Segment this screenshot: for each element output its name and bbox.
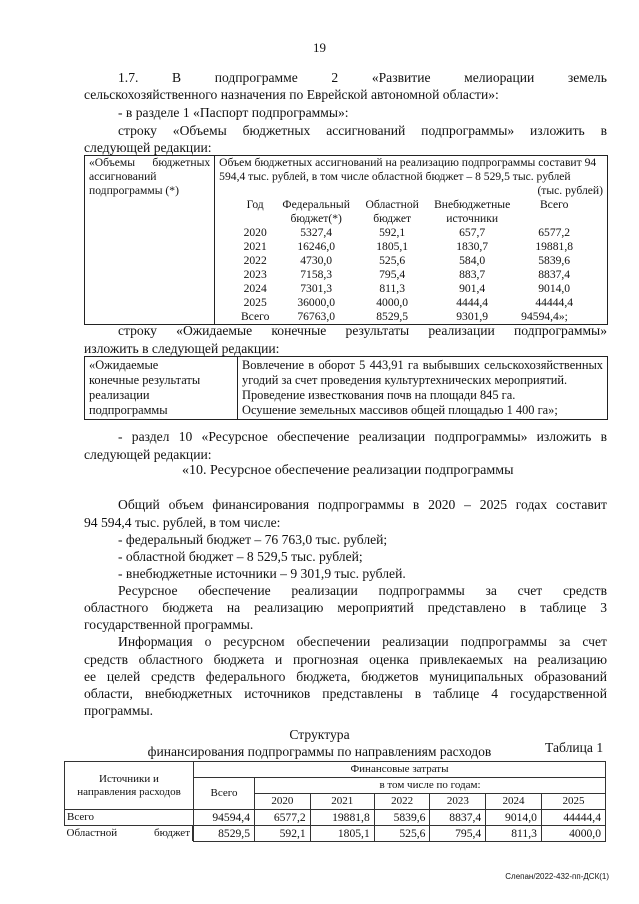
- label-line: «Объемы бюджетных: [89, 156, 211, 169]
- cell-regional: 525,6: [379, 254, 406, 267]
- header-federal: Федеральный бюджет(*): [282, 198, 350, 225]
- cell-regional: 1805,1: [376, 240, 409, 253]
- para3-line3: ее целей средств федерального бюджета, бюджетов муниципальных образований: [84, 669, 607, 684]
- para3-line5: программы.: [84, 703, 154, 718]
- cell-year: 2022: [243, 254, 267, 267]
- cell-year: 2024: [243, 282, 267, 295]
- cell-value: 8837,4: [430, 810, 486, 826]
- cell-year: 2021: [243, 240, 267, 253]
- cell-regional: 811,3: [379, 282, 405, 295]
- header-year: 2020: [255, 794, 311, 810]
- cell-extrabudget: 1830,7: [456, 240, 489, 253]
- cell-value: 811,3: [486, 826, 542, 842]
- budget-header-row: [235, 198, 591, 226]
- unit-label: (тыс. рублей): [537, 184, 603, 197]
- title-word: подпрограмме: [214, 70, 298, 85]
- cell-value: 4000,0: [541, 826, 605, 842]
- table1-label: Таблица 1: [545, 740, 604, 755]
- para3-line4: области, внебюджетных источников представлены в таблице 4 государственной: [84, 686, 607, 701]
- bullet-federal: - федеральный бюджет – 76 763,0 тыс. рублей;: [118, 532, 388, 547]
- expected-results-table: [84, 356, 608, 420]
- cell-value: 5839,6: [374, 810, 430, 826]
- cell-regional: 795,4: [379, 268, 406, 281]
- cell-year: 2020: [243, 226, 267, 239]
- header-financial-costs: Финансовые затраты: [194, 762, 606, 778]
- cell-federal: 36000,0: [297, 296, 336, 309]
- cell-total: 5839,6: [538, 254, 571, 267]
- cell-federal: 5327,4: [300, 226, 333, 239]
- cell-value: 44444,4: [541, 810, 605, 826]
- para2-line1: Ресурсное обеспечение реализации подпрограммы за счет средств: [118, 583, 607, 598]
- title-word: 2: [331, 70, 339, 85]
- bullet-extrabudget: - внебюджетные источники – 9 301,9 тыс. рублей.: [118, 566, 406, 581]
- cell-value: 795,4: [430, 826, 486, 842]
- footer-code: Слепан/2022-432-пп-ДСК(1): [505, 872, 609, 881]
- cell-extrabudget: 657,7: [459, 226, 486, 239]
- cell-year: Всего: [240, 310, 270, 323]
- cell-value: 525,6: [374, 826, 430, 842]
- results-value-cell: [238, 357, 608, 420]
- header-total: Всего: [194, 778, 255, 810]
- row2-intro-line2: изложить в следующей редакции:: [84, 341, 280, 356]
- row1-intro-line1: строку «Объемы бюджетных ассигнований подпрограммы» изложить в: [118, 123, 607, 138]
- table-row: [65, 810, 606, 826]
- title-word: «Развитие: [371, 70, 431, 85]
- cell-total: 9014,0: [538, 282, 571, 295]
- result-line: угодий за счет проведения культуртехнических мероприятий.: [242, 373, 568, 387]
- header-extrabudget: Внебюджетные источники: [434, 198, 511, 225]
- label-line: реализации: [89, 388, 150, 402]
- header-total: Всего: [539, 198, 569, 211]
- header-sources: Источники и направления расходов: [65, 762, 194, 810]
- row1-intro-line2: следующей редакции:: [84, 140, 212, 155]
- header-regional: Областной бюджет: [365, 198, 419, 225]
- item-section10-line1: - раздел 10 «Ресурсное обеспечение реализации подпрограммы» изложить в: [118, 429, 607, 444]
- label-line: ассигнований: [89, 170, 157, 183]
- cell-total: 8837,4: [538, 268, 571, 281]
- header-year: 2021: [310, 794, 374, 810]
- cell-total: 6577,2: [538, 226, 571, 239]
- result-line: Осушение земельных массивов общей площадью 1 400 га»;: [242, 403, 558, 417]
- budget-row: [235, 226, 591, 240]
- summary-line: 594,4 тыс. рублей, в том числе областной бюджет – 8 529,5 тыс. рублей: [219, 170, 571, 183]
- para3-line1: Информация о ресурсном обеспечении реализации подпрограммы за счет: [118, 634, 607, 649]
- row-label: Областной бюджет: [65, 826, 194, 841]
- cell-value: 1805,1: [310, 826, 374, 842]
- cell-federal: 7301,3: [300, 282, 333, 295]
- structure-title: Структура: [289, 727, 350, 742]
- label-line: подпрограммы: [89, 403, 168, 417]
- header-year: 2025: [541, 794, 605, 810]
- title-word: мелиорации: [464, 70, 535, 85]
- budget-by-year-table: [235, 198, 591, 324]
- page-number: 19: [313, 40, 326, 55]
- cell-value: 19881,8: [310, 810, 374, 826]
- title-word: В: [172, 70, 182, 85]
- cell-extrabudget: 901,4: [459, 282, 486, 295]
- cell-value: 592,1: [255, 826, 311, 842]
- para1-line2: 94 594,4 тыс. рублей, в том числе:: [84, 515, 281, 530]
- row-label: Всего: [65, 810, 194, 826]
- result-line: Вовлечение в оборот 5 443,91 га выбывших сельскохозяйственных: [242, 358, 603, 372]
- cell-total: 94594,4»;: [521, 310, 568, 323]
- cell-extrabudget: 9301,9: [456, 310, 489, 323]
- cell-federal: 7158,3: [300, 268, 333, 281]
- cell-extrabudget: 584,0: [459, 254, 486, 267]
- cell-value: 6577,2: [255, 810, 311, 826]
- label-line: «Ожидаемые: [89, 358, 159, 372]
- cell-regional: 4000,0: [376, 296, 409, 309]
- section-number: 1.7.: [118, 70, 139, 85]
- cell-federal: 16246,0: [297, 240, 336, 253]
- header-year: 2024: [486, 794, 542, 810]
- results-label-cell: [85, 357, 238, 420]
- result-line: Проведение известкования почв на площади 845 га.: [242, 388, 516, 402]
- budget-row: [235, 282, 591, 296]
- cell-federal: 4730,0: [300, 254, 333, 267]
- passport-budget-table: [84, 155, 608, 325]
- para2-line2: областного бюджета на реализацию мероприятий представлено в таблице 3: [84, 600, 607, 615]
- passport-value-cell: [215, 156, 608, 325]
- header-year: Год: [246, 198, 264, 211]
- cell-year: 2025: [243, 296, 267, 309]
- cell-value: 9014,0: [486, 810, 542, 826]
- budget-row: [235, 296, 591, 310]
- cell-value: 8529,5: [194, 826, 255, 842]
- title-word: земель: [567, 70, 607, 85]
- header-year: 2022: [374, 794, 430, 810]
- cell-value: 94594,4: [194, 810, 255, 826]
- section-title-line2: сельскохозяйственного назначения по Еврейской автономной области»:: [84, 87, 499, 102]
- label-line: подпрограммы (*): [89, 184, 179, 197]
- table-row: [65, 826, 606, 842]
- row2-intro-line1: строку «Ожидаемые конечные результаты реализации подпрограммы»: [118, 323, 607, 338]
- header-year: 2023: [430, 794, 486, 810]
- summary-line: Объем бюджетных ассигнований на реализацию подпрограммы составит 94: [219, 156, 597, 169]
- header-by-years: в том числе по годам:: [255, 778, 606, 794]
- section10-heading: «10. Ресурсное обеспечение реализации подпрограммы: [182, 463, 514, 478]
- para2-line3: государственной программы.: [84, 617, 254, 632]
- cell-federal: 76763,0: [297, 310, 336, 323]
- cell-regional: 8529,5: [376, 310, 409, 323]
- cell-extrabudget: 4444,4: [456, 296, 489, 309]
- structure-subtitle: финансирования подпрограммы по направлениям расходов: [147, 744, 492, 759]
- budget-row: [235, 254, 591, 268]
- cell-extrabudget: 883,7: [459, 268, 486, 281]
- item-section10-line2: следующей редакции:: [84, 447, 212, 462]
- section-title-line1: [118, 69, 607, 86]
- cell-regional: 592,1: [379, 226, 406, 239]
- cell-year: 2023: [243, 268, 267, 281]
- budget-row: [235, 240, 591, 254]
- passport-label-cell: [85, 156, 215, 325]
- label-line: конечные результаты: [89, 373, 201, 387]
- item-passport: - в разделе 1 «Паспорт подпрограммы»:: [118, 105, 349, 120]
- para1-line1: Общий объем финансирования подпрограммы в 2020 – 2025 годах составит: [118, 497, 607, 512]
- budget-row: [235, 268, 591, 282]
- para3-line2: средств областного бюджета и прогнозная оценка привлекаемых на реализацию: [84, 652, 607, 667]
- cell-total: 19881,8: [535, 240, 574, 253]
- bullet-regional: - областной бюджет – 8 529,5 тыс. рублей;: [118, 549, 363, 564]
- funding-structure-table: [64, 761, 606, 842]
- cell-total: 44444,4: [535, 296, 574, 309]
